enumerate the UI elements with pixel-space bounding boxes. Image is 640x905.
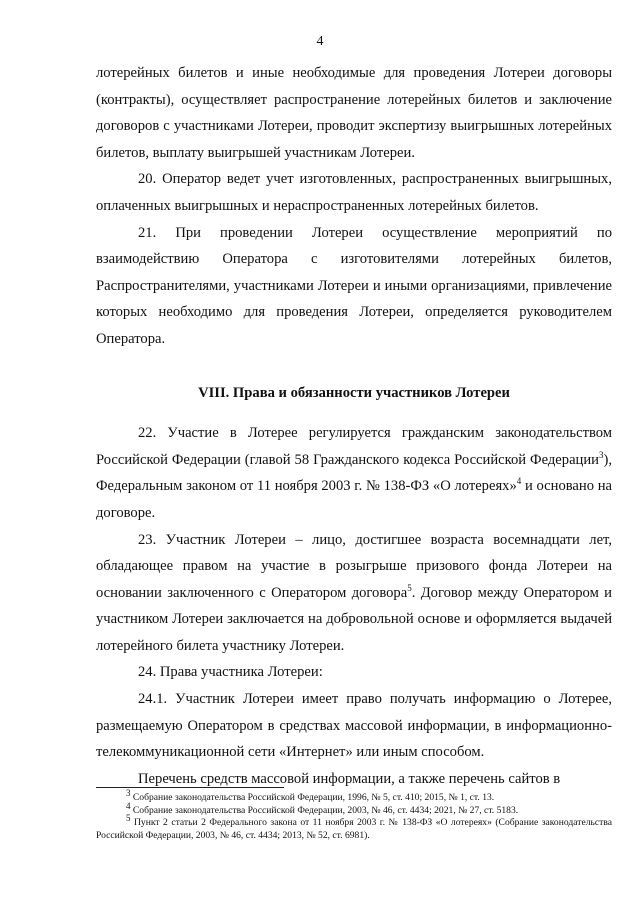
footnotes — [96, 787, 612, 842]
paragraph-23-text-a: 23. Участник Лотереи – лицо, достигшее возраста восемнадцати лет, обладающее правом на участие в розыгрыше призового фонда Лотереи на основании заключенного с Оператором договора — [96, 531, 612, 601]
footnote-3 — [96, 787, 612, 805]
footnote-ref-5: 5 — [407, 582, 412, 593]
document-body — [96, 60, 612, 792]
paragraph-24: 24. Права участника Лотереи: — [138, 664, 323, 681]
paragraph-22-text-a: 22. Участие в Лотерее регулируется гражданским законодательством Российской Федерации (главой 58 Гражданского кодекса Российской Федерации — [96, 425, 612, 468]
section-title: VIII. Права и обязанности участников Лотереи — [198, 384, 510, 401]
footnote-5 — [96, 813, 612, 842]
footnote-ref-4: 4 — [516, 476, 522, 487]
paragraph-22 — [96, 420, 612, 526]
paragraph-21: 21. При проведении Лотереи осуществление мероприятий по взаимодействию Оператора с изготовителями лотерейных билетов, Распространителями, участниками Лотереи и иными организациями, привлечение которых необходимо для проведения Лотереи, определяется руководителем Оператора. — [96, 224, 612, 347]
footnote-4-number: 4 — [126, 800, 131, 811]
footnote-3-number: 3 — [126, 787, 131, 798]
page-number: 4 — [316, 34, 324, 49]
footnote-separator — [96, 787, 284, 788]
paragraph-19-continuation: лотерейных билетов и иные необходимые для проведения Лотереи договоры (контракты), осуществляет распространение лотерейных билетов и заключение договоров с участниками Лотереи, проводит экспертизу выигрышных лотерейных билетов, выплату выигрышей участникам Лотереи. — [96, 65, 612, 161]
footnote-ref-3: 3 — [598, 449, 604, 460]
footnote-4-text: Собрание законодательства Российской Федерации, 2003, № 46, ст. 4434; 2021, № 27, ст. 5183. — [130, 804, 519, 816]
paragraph-24-1-continued: Перечень средств массовой информации, а также перечень сайтов в — [138, 770, 561, 787]
footnote-3-text: Собрание законодательства Российской Федерации, 1996, № 5, ст. 410; 2015, № 1, ст. 13. — [130, 792, 495, 803]
paragraph-20: 20. Оператор ведет учет изготовленных, распространенных выигрышных, оплаченных выигрышных и нераспространенных лотерейных билетов. — [96, 171, 612, 214]
paragraph-22-text-c: и основано на договоре. — [96, 478, 613, 521]
footnote-5-text: Пункт 2 статьи 2 Федерального закона от 11 ноября 2003 г. № 138-ФЗ «О лотереях» (Собрание законодательства Российской Федерации, 2003, № 46, ст. 4434; 2013, № 52, ст. 6981). — [96, 817, 612, 841]
paragraph-24-1: 24.1. Участник Лотереи имеет право получать информацию о Лотерее, размещаемую Оператором в средствах массовой информации, в информационно-телекоммуникационной сети «Интернет» или иным способом. — [96, 691, 612, 761]
paragraph-23 — [96, 527, 612, 660]
paragraph-22-text-b: ), Федеральным законом от 11 ноября 2003 г. № 138-ФЗ «О лотереях» — [96, 451, 612, 495]
footnote-4 — [96, 800, 612, 818]
paragraph-23-text-b: . Договор между Оператором и участником Лотереи заключается на добровольной основе и оформляется выдачей лотерейного билета участнику Лотереи. — [96, 584, 612, 654]
footnote-5-number: 5 — [126, 813, 131, 823]
